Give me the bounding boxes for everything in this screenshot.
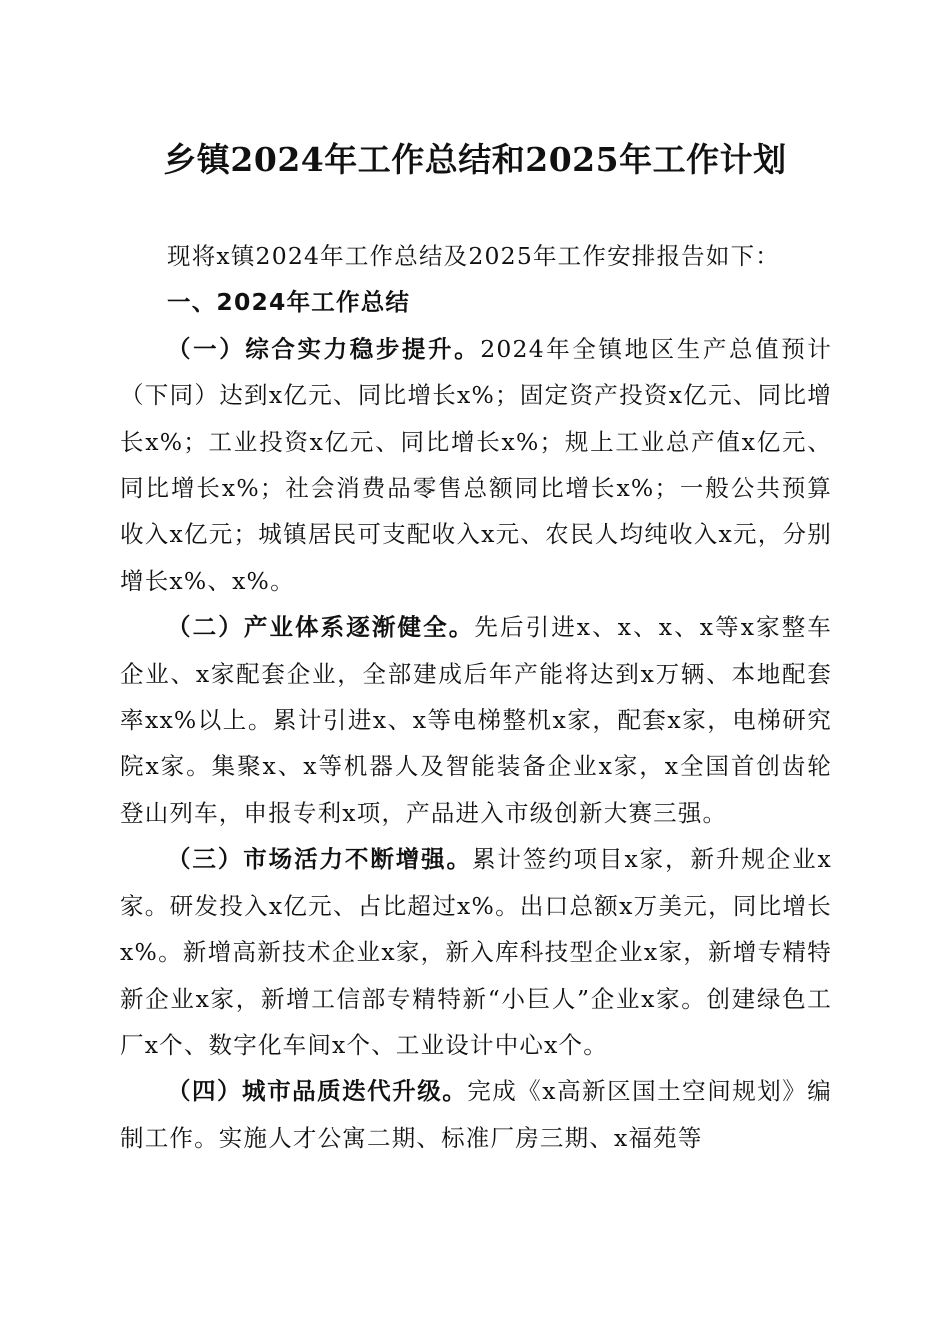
paragraph-text: 累计签约项目x家，新升规企业x家。研发投入x亿元、占比超过x%。出口总额x万美元，同比增长x%。新增高新技术企业x家，新入库科技型企业x家，新增专精特新企业x家，新增工信部专精特新“小巨人”企业x家。创建绿色工厂x个、数字化车间x个、工业设计中心x个。 bbox=[120, 845, 832, 1059]
document-body bbox=[120, 233, 832, 1161]
paragraph-lead: （二）产业体系逐渐健全。 bbox=[167, 613, 475, 642]
paragraph-2 bbox=[120, 604, 832, 836]
intro-paragraph: 现将x镇2024年工作总结及2025年工作安排报告如下： bbox=[167, 242, 780, 270]
paragraph-1 bbox=[120, 326, 832, 604]
paragraph-lead: （四）城市品质迭代升级。 bbox=[167, 1077, 468, 1106]
paragraph-text: 完成《x高新区国土空间规划》编制工作。实施人才公寓二期、标准厂房三期、x福苑等 bbox=[120, 1077, 832, 1152]
paragraph-lead: （三）市场活力不断增强。 bbox=[167, 845, 472, 874]
section-heading: 一、2024年工作总结 bbox=[167, 288, 411, 317]
paragraph-text: 2024年全镇地区生产总值预计（下同）达到x亿元、同比增长x%；固定资产投资x亿元、同比增长x%；工业投资x亿元、同比增长x%；规上工业总产值x亿元、同比增长x%；社会消费品零售总额同比增长x%；一般公共预算收入x亿元；城镇居民可支配收入x元、农民人均纯收入x元，分别增长x%、x%。 bbox=[120, 334, 832, 595]
paragraph-3 bbox=[120, 836, 832, 1068]
paragraph-text: 先后引进x、x、x、x等x家整车企业、x家配套企业，全部建成后年产能将达到x万辆、本地配套率xx%以上。累计引进x、x等电梯整机x家，配套x家，电梯研究院x家。集聚x、x等机器人及智能装备企业x家，x全国首创齿轮登山列车，申报专利x项，产品进入市级创新大赛三强。 bbox=[120, 613, 833, 827]
paragraph-4 bbox=[120, 1068, 832, 1161]
paragraph-lead: （一）综合实力稳步提升。 bbox=[167, 334, 481, 363]
document-title: 乡镇2024年工作总结和2025年工作计划 bbox=[163, 140, 787, 179]
